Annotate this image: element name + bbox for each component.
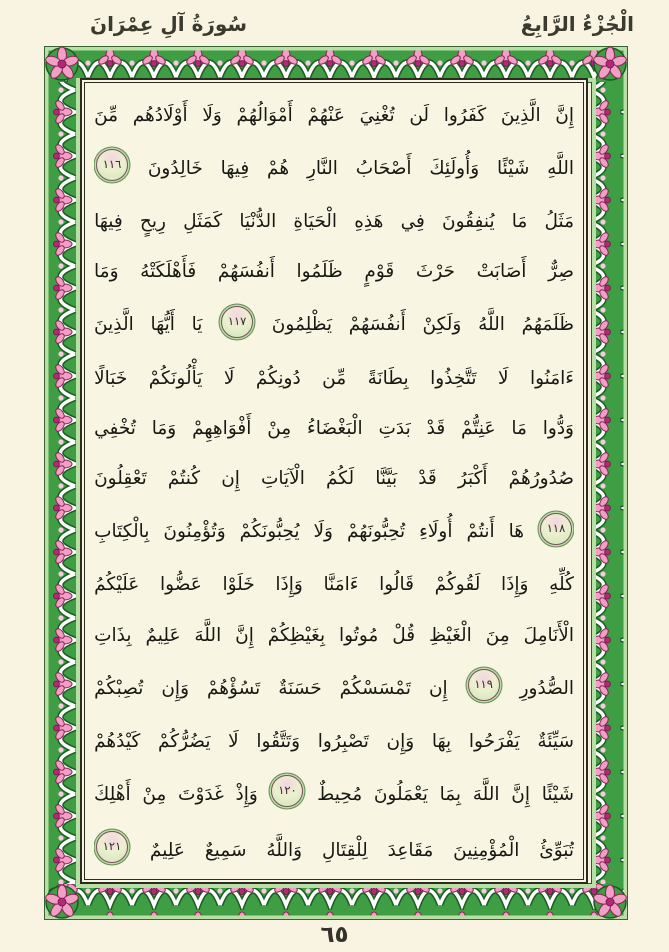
quran-word: ءَامَنَّا (323, 574, 359, 596)
quran-word: أَوْلَادُهُم (132, 104, 188, 126)
quran-word: بِمَا (439, 783, 462, 805)
page-number: ٦٥ (320, 922, 349, 948)
quran-word: وَتَتَّقُوا (256, 730, 301, 752)
quran-word: وَإِن (386, 730, 415, 752)
mushaf-line (94, 713, 574, 763)
quran-word: أَهْلِكَ (94, 783, 131, 805)
quran-word: يُنفِقُونَ (442, 211, 495, 233)
quran-word: وَإِذَا (275, 574, 303, 596)
quran-word: تَتَّخِذُوا (430, 367, 477, 389)
quran-word: بَيَّنَّا (375, 468, 398, 490)
quran-word: مَثَلُ (544, 211, 574, 233)
quran-word: أَنفُسَهُمْ (217, 261, 275, 283)
ayah-end-marker: ١١٨ (540, 513, 572, 545)
quran-word: أَصَابَتْ (476, 261, 527, 283)
quran-word: لَقُوكُمْ (434, 574, 481, 596)
quran-word: عَلِيمٌ (149, 839, 185, 861)
quran-word: كَيْدُهُمْ (94, 730, 141, 752)
quran-word: مِّن (322, 367, 347, 389)
quran-word: قَدْ (426, 417, 446, 439)
quran-word: صُدُورُهُمْ (508, 468, 574, 490)
quran-word: وَأُولَئِكَ (429, 157, 480, 179)
ayah-end-marker: ١١٦ (96, 149, 128, 181)
quran-word: تُصِبْكُمْ (94, 677, 144, 699)
quran-word: قَالُوا (379, 574, 414, 596)
quran-word: ءَامَنُوا (529, 367, 574, 389)
quran-word: تَسُؤْهُمْ (206, 677, 261, 699)
quran-word: ظَلَمُوا (296, 261, 343, 283)
quran-word: النَّارِ (306, 157, 338, 179)
quran-word: وَإِن (161, 677, 190, 699)
quran-word: يَظْلِمُونَ (271, 314, 333, 336)
quran-word: وَمَا (94, 261, 119, 283)
quran-word: إِن (428, 677, 448, 699)
quran-word: اللَّهِ (547, 157, 574, 179)
quran-word: لَكُمُ (325, 468, 355, 490)
quran-word: الَّذِينَ (94, 314, 134, 336)
ayah-end-marker: ١١٩ (468, 669, 500, 701)
quran-word: لَا (228, 730, 239, 752)
quran-word: أَمْوَالُهُمْ (236, 104, 293, 126)
quran-word: مُوتُوا (339, 624, 379, 646)
quran-word: تَعْقِلُونَ (94, 468, 147, 490)
mushaf-line (94, 243, 574, 293)
mushaf-line (94, 193, 574, 243)
quran-word: كُلِّهِ (549, 574, 574, 596)
quran-word: وَاللَّهُ (266, 839, 303, 861)
quran-word: وَإِذْ (235, 783, 258, 805)
quran-word: فَأَهْلَكَتْهُ (140, 261, 197, 283)
quran-word: مَا (511, 211, 528, 233)
quran-word: اللَّهَ (472, 783, 500, 805)
quran-word: الْمُؤْمِنِينَ (453, 839, 520, 861)
quran-word: تُحِبُّونَهُمْ (346, 521, 406, 543)
mushaf-line (94, 87, 574, 137)
quran-word: قَوْمٍ (364, 261, 395, 283)
quran-word: شَيْئًا (497, 157, 530, 179)
quran-word: يَأْلُونَكُمْ (148, 367, 203, 389)
quran-word: أَكْبَرُ (457, 468, 488, 490)
quran-word: هَا (508, 521, 525, 543)
quran-word: أُولَاءِ (419, 521, 453, 543)
mushaf-line (94, 556, 574, 606)
quran-word: اللَّهَ (194, 624, 222, 646)
mushaf-text (94, 87, 574, 875)
quran-word: إِنَّ (555, 104, 574, 126)
quran-word: خَبَالًا (94, 367, 128, 389)
quran-word: الْأَنَامِلَ (523, 624, 574, 646)
mushaf-line (94, 607, 574, 657)
quran-word: دُونِكُمْ (255, 367, 301, 389)
mushaf-line (94, 137, 574, 193)
quran-word: فِيهَا (94, 211, 123, 233)
quran-word: مُحِيطٌ (317, 783, 363, 805)
quran-word: تَمْسَسْكُمْ (339, 677, 411, 699)
quran-word: الصُّدُورِ (519, 677, 574, 699)
quran-word: تُغْنِيَ (359, 104, 395, 126)
mushaf-line (94, 450, 574, 500)
quran-word: قَدْ (418, 468, 437, 490)
quran-word: تَصْبِرُوا (317, 730, 369, 752)
quran-word: ظَلَمَهُمُ (521, 314, 574, 336)
quran-word: بِهَا (431, 730, 452, 752)
quran-word: لَا (223, 367, 235, 389)
quran-word: الْبَغْضَاءُ (307, 417, 363, 439)
ayah-end-marker: ١١٧ (221, 306, 253, 338)
mushaf-line (94, 400, 574, 450)
quran-word: يَعْمَلُونَ (373, 783, 428, 805)
quran-word: مِنْ (142, 783, 167, 805)
mushaf-line (94, 350, 574, 400)
quran-word: الْغَيْظِ (428, 624, 472, 646)
mushaf-line (94, 501, 574, 557)
quran-word: الدُّنْيَا (239, 211, 277, 233)
quran-word: هُمْ (267, 157, 290, 179)
quran-word: لِلْقِتَالِ (321, 839, 368, 861)
mushaf-line (94, 763, 574, 819)
quran-word: تُخْفِي (94, 417, 136, 439)
quran-word: الْآيَاتِ (260, 468, 305, 490)
quran-word: عَنْهُمْ (307, 104, 345, 126)
quran-word: يَا (191, 314, 203, 336)
quran-word: سَمِيعٌ (204, 839, 247, 861)
quran-word: صِرٌّ (548, 261, 574, 283)
quran-word: بِغَيْظِكُمْ (267, 624, 326, 646)
quran-word: أَنفُسَهُمْ (348, 314, 406, 336)
quran-word: مِنْ (267, 417, 292, 439)
mushaf-line (94, 819, 574, 875)
quran-word: حَسَنَةٌ (278, 677, 322, 699)
quran-word: عَلِيمٌ (145, 624, 181, 646)
quran-word: هَذِهِ (354, 211, 384, 233)
quran-word: لَن (409, 104, 430, 126)
mushaf-line (94, 657, 574, 713)
quran-word: بِالْكِتَابِ (94, 521, 150, 543)
mushaf-line (94, 294, 574, 350)
quran-word: خَالِدُونَ (147, 157, 203, 179)
quran-word: قُلْ (392, 624, 416, 646)
quran-word: يَفْرَحُوا (468, 730, 520, 752)
quran-word: الَّذِينَ (500, 104, 541, 126)
quran-word: وَدُّوا (542, 417, 574, 439)
ayah-end-marker: ١٢٠ (271, 775, 303, 807)
quran-word: غَدَوْتَ (178, 783, 224, 805)
quran-word: وَلَكِنْ (422, 314, 462, 336)
quran-word: كُنتُمْ (167, 468, 201, 490)
quran-word: أَنتُمْ (466, 521, 495, 543)
quran-word: بِطَانَةً (367, 367, 409, 389)
quran-word: كَفَرُوا (443, 104, 487, 126)
quran-word: حَرْثَ (415, 261, 455, 283)
quran-word: بَدَتِ (378, 417, 411, 439)
quran-word: وَلَا (202, 104, 222, 126)
quran-word: أَفْوَاهِهِمْ (192, 417, 252, 439)
page-header (44, 6, 634, 42)
juz-title: الْجُزْءُ الرَّابِعُ (520, 12, 634, 36)
quran-word: رِيحٍ (139, 211, 166, 233)
quran-word: خَلَوْا (222, 574, 255, 596)
quran-word: كَمَثَلِ (183, 211, 223, 233)
quran-word: فِي (400, 211, 425, 233)
quran-word: بِذَاتِ (94, 624, 132, 646)
quran-word: وَمَا (151, 417, 177, 439)
quran-word: تُبَوِّئُ (539, 839, 574, 861)
quran-word: عَنِتُّمْ (461, 417, 496, 439)
quran-word: عَلَيْكُمُ (94, 574, 140, 596)
quran-word: لَا (497, 367, 509, 389)
quran-word: عَضُّوا (160, 574, 202, 596)
quran-word: الْحَيَاةِ (293, 211, 338, 233)
ayah-end-marker: ١٢١ (96, 831, 128, 863)
quran-word: سَيِّئَةٌ (537, 730, 574, 752)
quran-word: يَضُرُّكُمْ (157, 730, 211, 752)
quran-word: يُحِبُّونَكُمْ (239, 521, 300, 543)
surah-title: سُورَةُ آلِ عِمْرَانَ (90, 12, 248, 36)
quran-word: وَإِذَا (501, 574, 529, 596)
quran-word: مَقَاعِدَ (387, 839, 434, 861)
quran-word: مِّنَ (94, 104, 119, 126)
quran-word: إِنَّ (511, 783, 530, 805)
quran-word: وَلَا (313, 521, 333, 543)
quran-word: وَتُؤْمِنُونَ (163, 521, 226, 543)
quran-word: اللَّهُ (478, 314, 505, 336)
quran-word: مِنَ (485, 624, 510, 646)
text-frame (80, 78, 588, 884)
quran-word: شَيْئًا (541, 783, 574, 805)
quran-word: إِن (221, 468, 240, 490)
quran-word: أَيُّهَا (150, 314, 175, 336)
quran-word: إِنَّ (235, 624, 254, 646)
quran-word: مَا (511, 417, 527, 439)
quran-word: فِيهَا (220, 157, 250, 179)
quran-word: أَصْحَابُ (355, 157, 412, 179)
